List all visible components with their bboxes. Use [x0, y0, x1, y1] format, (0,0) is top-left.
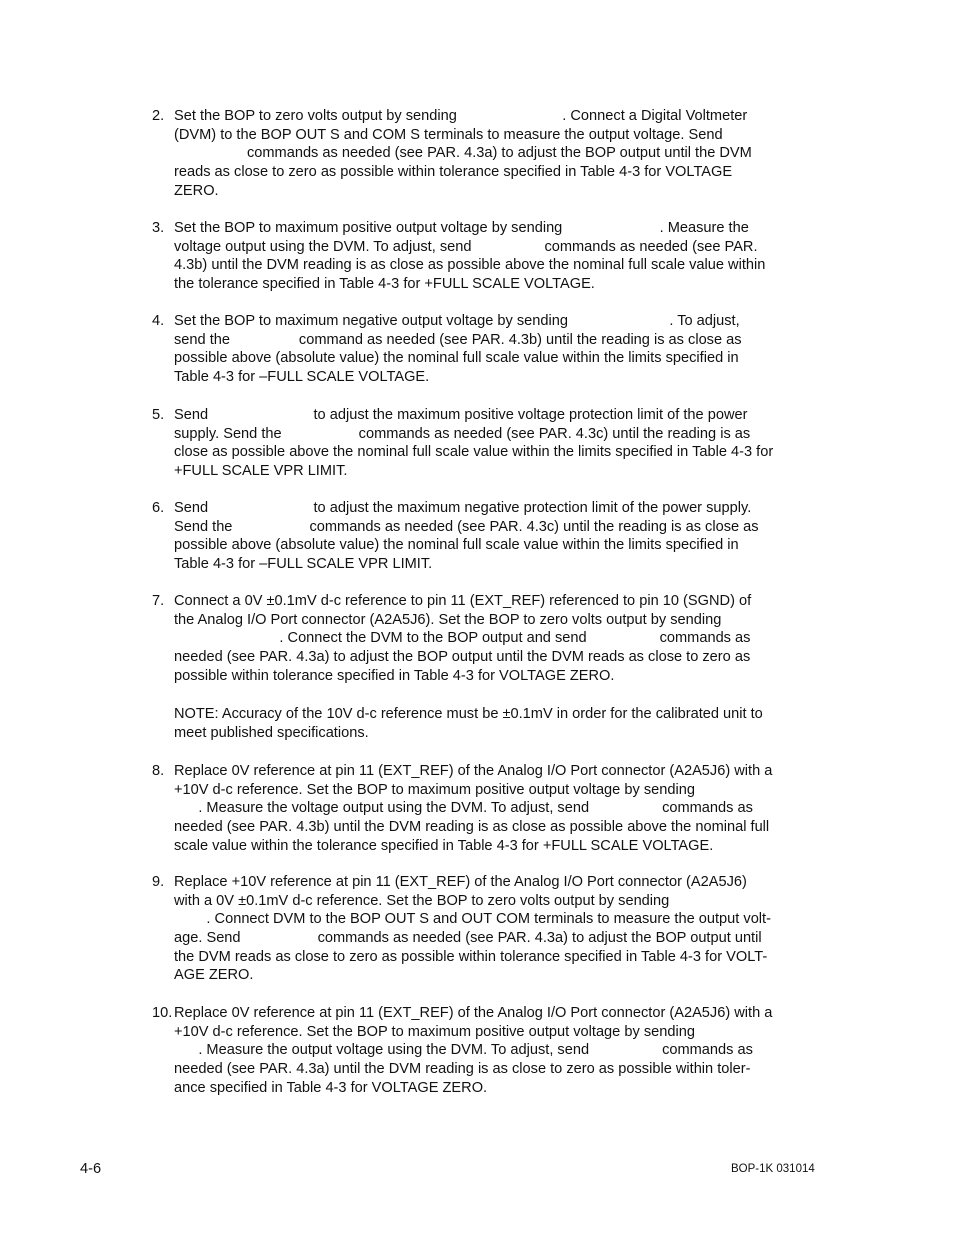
text-line: needed (see PAR. 4.3a) until the DVM reading is as close to zero as possible within toler-: [174, 1061, 751, 1078]
text-line: . Measure the output voltage using the DVM. To adjust, send commands as: [174, 1042, 753, 1059]
text-line: Replace +10V reference at pin 11 (EXT_REF) of the Analog I/O Port connector (A2A5J6): [174, 874, 747, 890]
text-line: send the command as needed (see PAR. 4.3b) until the reading is as close as: [174, 331, 742, 348]
text-line: Set the BOP to zero volts output by sending . Connect a Digital Voltmeter: [174, 108, 748, 124]
note-line: meet published specifications.: [174, 724, 369, 741]
step-text: [174, 107, 808, 200]
text-line: 4.3b) until the DVM reading is as close as possible above the nominal full scale value within: [174, 257, 766, 274]
text-line: Replace 0V reference at pin 11 (EXT_REF) of the Analog I/O Port connector (A2A5J6) with a: [174, 763, 773, 779]
text-line: scale value within the tolerance specified in Table 4-3 for +FULL SCALE VOLTAGE.: [174, 837, 714, 854]
page-number: 4-6: [80, 1161, 102, 1177]
step-number: 2.: [152, 108, 165, 124]
text-line: commands as needed (see PAR. 4.3a) to adjust the BOP output until the DVM: [174, 145, 752, 162]
note-paragraph: [174, 705, 808, 742]
text-line: (DVM) to the BOP OUT S and COM S terminals to measure the output voltage. Send: [174, 126, 723, 143]
step-text: [174, 219, 808, 294]
step-number: 4.: [152, 313, 165, 329]
text-line: needed (see PAR. 4.3a) to adjust the BOP output until the DVM reads as close to zero as: [174, 649, 751, 666]
text-line: . Measure the voltage output using the DVM. To adjust, send commands as: [174, 800, 753, 817]
text-line: AGE ZERO.: [174, 967, 254, 984]
text-line: possible within tolerance specified in Table 4-3 for VOLTAGE ZERO.: [174, 667, 615, 684]
step-text: [174, 1004, 808, 1097]
text-line: +FULL SCALE VPR LIMIT.: [174, 463, 348, 480]
text-line: ance specified in Table 4-3 for VOLTAGE ZERO.: [174, 1079, 488, 1096]
text-line: Table 4-3 for –FULL SCALE VPR LIMIT.: [174, 556, 433, 573]
step-number: 8.: [152, 763, 165, 779]
text-line: Table 4-3 for –FULL SCALE VOLTAGE.: [174, 369, 430, 386]
text-line: reads as close to zero as possible within tolerance specified in Table 4-3 for VOLTAGE: [174, 164, 733, 181]
text-line: supply. Send the commands as needed (see PAR. 4.3c) until the reading is as: [174, 425, 751, 442]
text-line: Connect a 0V ±0.1mV d-c reference to pin 11 (EXT_REF) referenced to pin 10 (SGND) of: [174, 593, 752, 609]
step-text: [174, 312, 808, 387]
text-line: possible above (absolute value) the nominal full scale value within the limits specified in: [174, 537, 739, 554]
text-line: +10V d-c reference. Set the BOP to maximum positive output voltage by sending: [174, 1023, 695, 1040]
step-number: 5.: [152, 407, 165, 423]
document-id: BOP-1K 031014: [731, 1163, 815, 1175]
text-line: voltage output using the DVM. To adjust, send commands as needed (see PAR.: [174, 238, 758, 255]
text-line: with a 0V ±0.1mV d-c reference. Set the BOP to zero volts output by sending: [174, 892, 670, 909]
step-text: [174, 406, 808, 481]
text-line: needed (see PAR. 4.3b) until the DVM reading is as close as possible above the nominal full: [174, 819, 770, 836]
text-line: . Connect the DVM to the BOP output and send commands as: [174, 630, 751, 647]
text-line: Send the commands as needed (see PAR. 4.3c) until the reading is as close as: [174, 518, 759, 535]
step-text: [174, 499, 808, 574]
text-line: Send to adjust the maximum positive voltage protection limit of the power: [174, 407, 748, 423]
step-number: 6.: [152, 500, 165, 516]
text-line: Set the BOP to maximum positive output voltage by sending . Measure the: [174, 220, 749, 236]
text-line: close as possible above the nominal full scale value within the limits specified in Table 4-3 for: [174, 444, 774, 461]
text-line: +10V d-c reference. Set the BOP to maximum positive output voltage by sending: [174, 781, 695, 798]
step-number: 7.: [152, 593, 165, 609]
step-text: [174, 762, 808, 855]
step-number: 9.: [152, 874, 165, 890]
step-text: [174, 592, 808, 685]
step-number: 3.: [152, 220, 165, 236]
step-text: [174, 873, 808, 985]
text-line: the Analog I/O Port connector (A2A5J6). Set the BOP to zero volts output by sending: [174, 611, 722, 628]
text-line: possible above (absolute value) the nominal full scale value within the limits specified in: [174, 350, 739, 367]
text-line: Set the BOP to maximum negative output voltage by sending . To adjust,: [174, 313, 740, 329]
text-line: Replace 0V reference at pin 11 (EXT_REF) of the Analog I/O Port connector (A2A5J6) with a: [174, 1005, 773, 1021]
text-line: ZERO.: [174, 182, 219, 199]
text-line: age. Send commands as needed (see PAR. 4.3a) to adjust the BOP output until: [174, 930, 762, 947]
text-line: the DVM reads as close to zero as possible within tolerance specified in Table 4-3 for VOLT-: [174, 948, 768, 965]
note-line: NOTE: Accuracy of the 10V d-c reference must be ±0.1mV in order for the calibrated unit to: [174, 706, 763, 722]
text-line: the tolerance specified in Table 4-3 for +FULL SCALE VOLTAGE.: [174, 276, 595, 293]
text-line: . Connect DVM to the BOP OUT S and OUT COM terminals to measure the output volt-: [174, 911, 771, 928]
text-line: Send to adjust the maximum negative protection limit of the power supply.: [174, 500, 752, 516]
step-number: 10.: [152, 1005, 173, 1021]
